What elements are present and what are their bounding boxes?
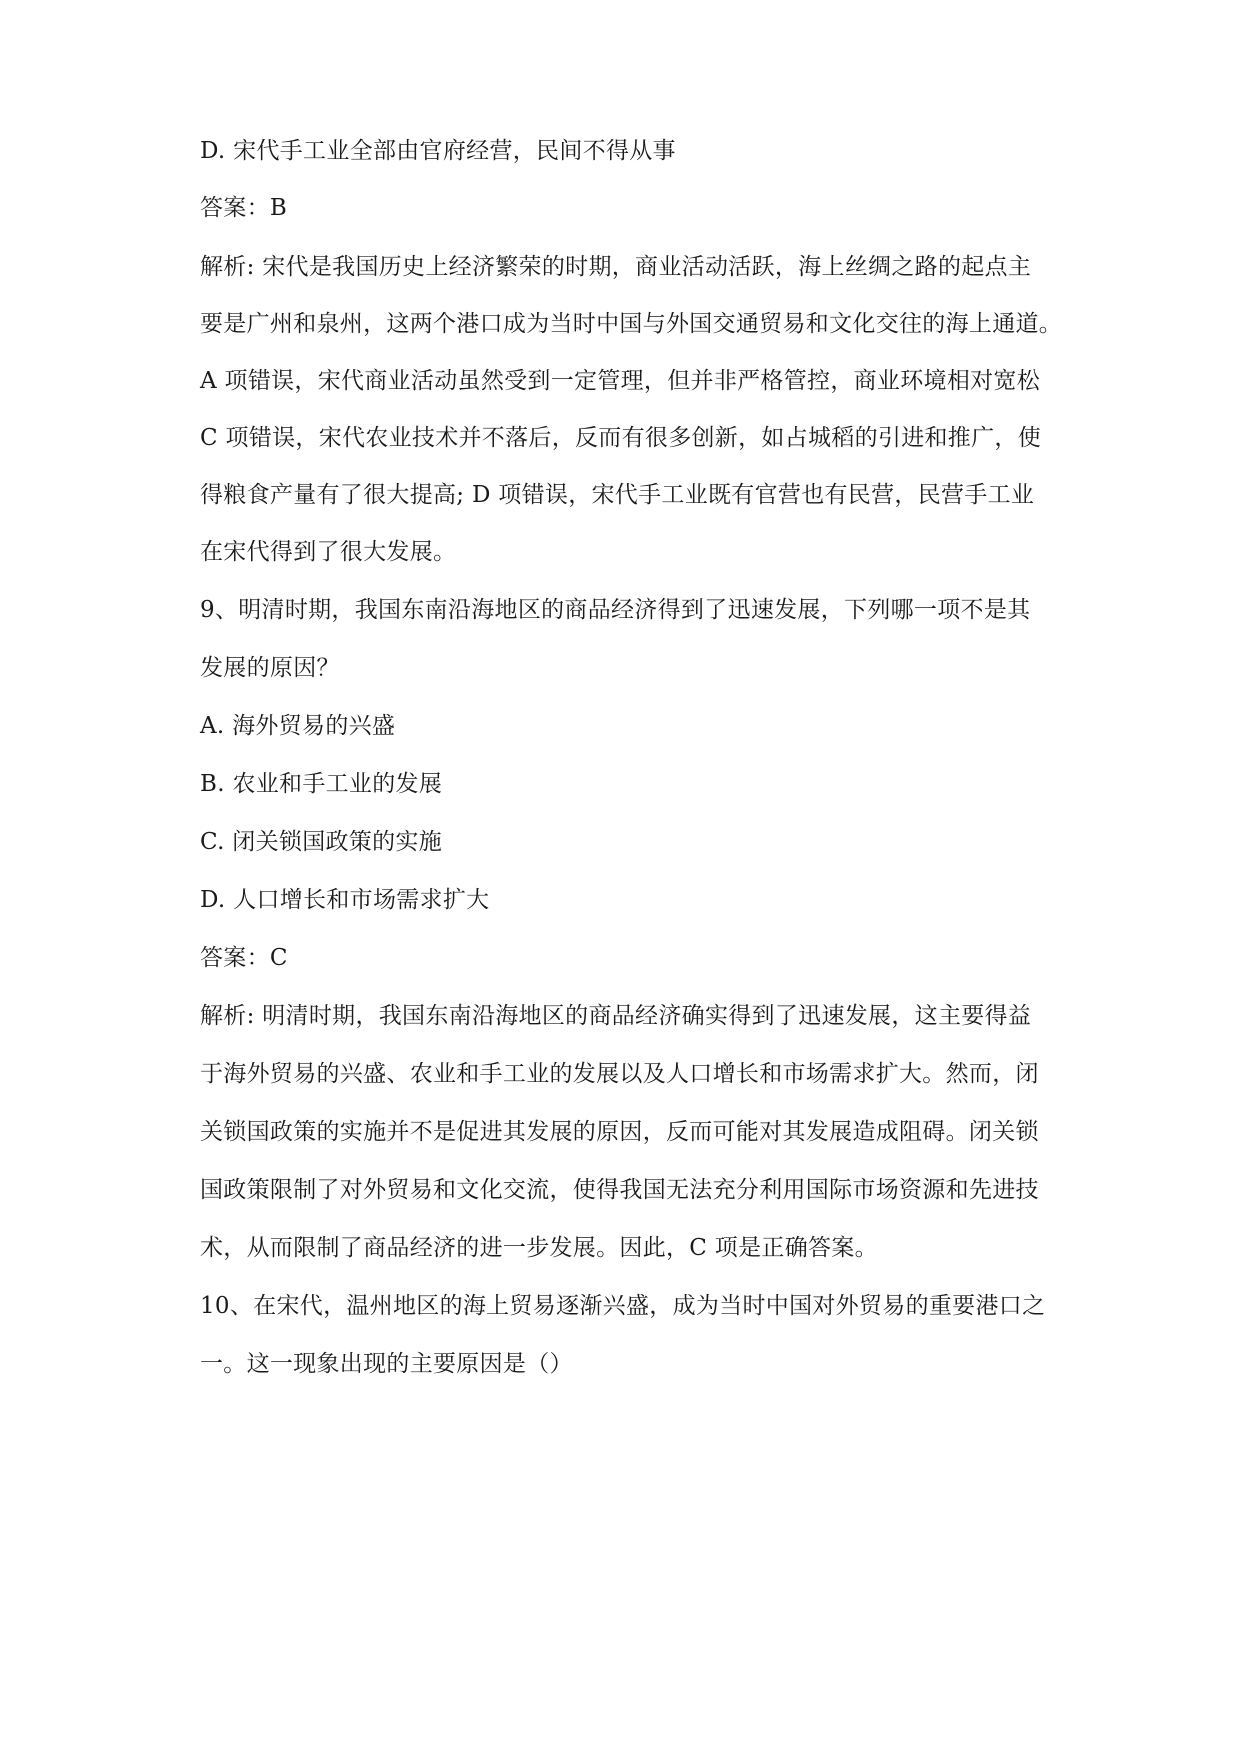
q9-question-line: 发展的原因？	[200, 655, 340, 681]
q8-option-d: D. 宋代手工业全部由官府经营，民间不得从事	[200, 138, 676, 164]
q8-explanation-line: 要是广州和泉州，这两个港口成为当时中国与外国交通贸易和文化交往的海上通道。	[200, 311, 1063, 337]
q9-question-line: 9、明清时期，我国东南沿海地区的商品经济得到了迅速发展，下列哪一项不是其	[200, 597, 1031, 623]
q9-explanation-line: 解析: 明清时期，我国东南沿海地区的商品经济确实得到了迅速发展，这主要得益	[200, 1003, 1032, 1029]
q10-question-line: 10、在宋代，温州地区的海上贸易逐渐兴盛，成为当时中国对外贸易的重要港口之	[200, 1293, 1046, 1319]
q8-explanation-line: A 项错误，宋代商业活动虽然受到一定管理，但并非严格管控，商业环境相对宽松	[200, 368, 1041, 394]
q9-answer: 答案：C	[200, 945, 288, 971]
q8-explanation-line: C 项错误，宋代农业技术并不落后，反而有很多创新，如占城稻的引进和推广，使	[200, 425, 1042, 451]
q10-question-line: 一。这一现象出现的主要原因是（）	[200, 1351, 573, 1377]
q8-explanation-line: 得粮食产量有了很大提高; D 项错误，宋代手工业既有官营也有民营，民营手工业	[200, 482, 1035, 508]
q9-explanation-line: 于海外贸易的兴盛、农业和手工业的发展以及人口增长和市场需求扩大。然而，闭	[200, 1061, 1039, 1087]
q9-option-a: A. 海外贸易的兴盛	[200, 713, 396, 739]
q8-explanation-line: 在宋代得到了很大发展。	[200, 539, 457, 565]
q9-option-b: B. 农业和手工业的发展	[200, 771, 443, 797]
q9-explanation-line: 术，从而限制了商品经济的进一步发展。因此，C 项是正确答案。	[200, 1235, 878, 1261]
q8-explanation-line: 解析: 宋代是我国历史上经济繁荣的时期，商业活动活跃，海上丝绸之路的起点主	[200, 254, 1032, 280]
q9-explanation-line: 关锁国政策的实施并不是促进其发展的原因，反而可能对其发展造成阻碍。闭关锁	[200, 1119, 1039, 1145]
q8-answer: 答案：B	[200, 195, 288, 221]
q9-option-c: C. 闭关锁国政策的实施	[200, 829, 443, 855]
q9-explanation-line: 国政策限制了对外贸易和文化交流，使得我国无法充分利用国际市场资源和先进技	[200, 1177, 1039, 1203]
q9-option-d: D. 人口增长和市场需求扩大	[200, 887, 490, 913]
